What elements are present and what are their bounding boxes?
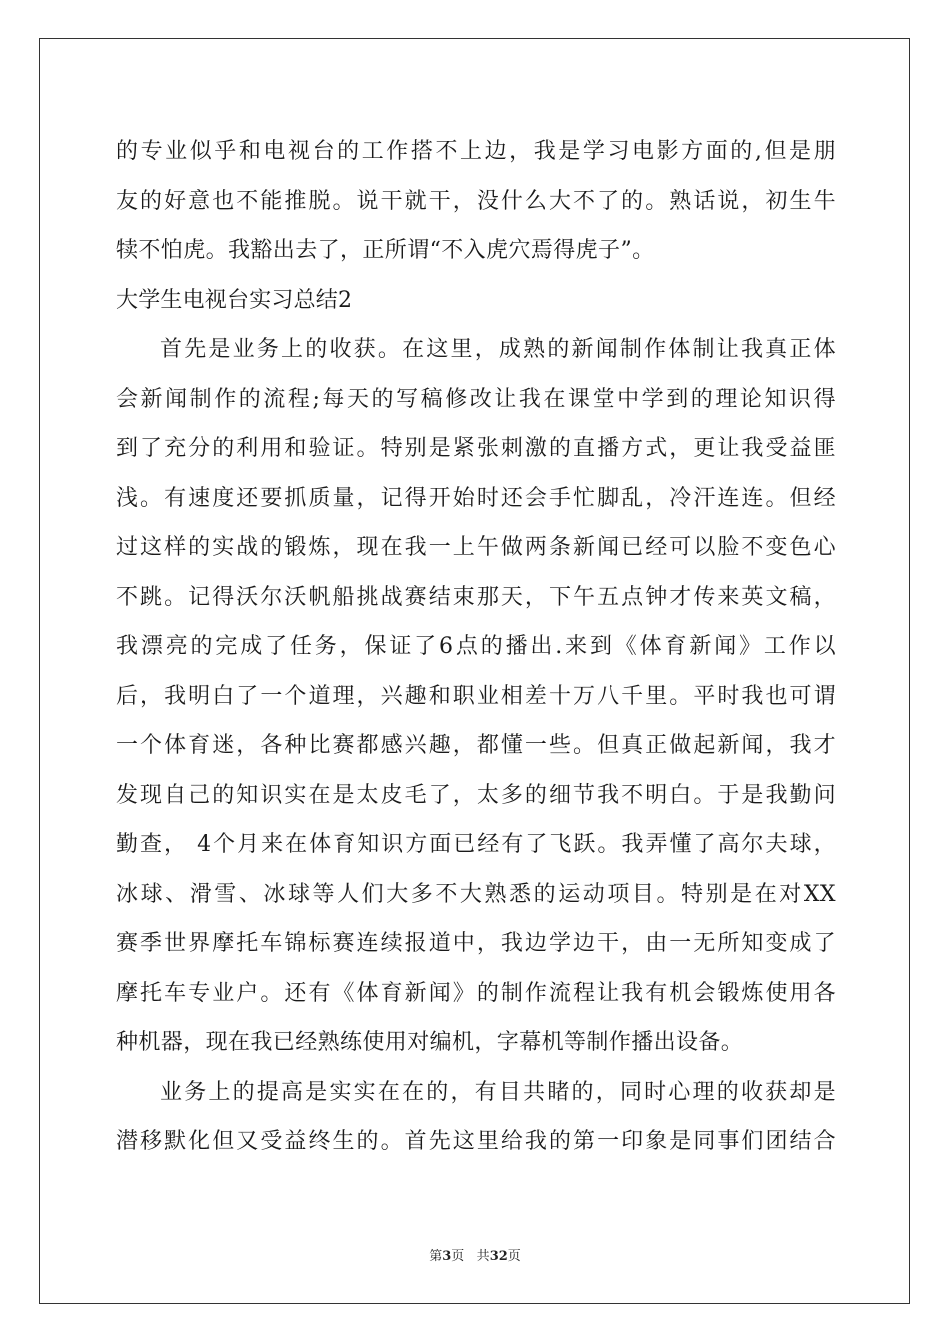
total-pages: 32: [489, 1249, 508, 1264]
text-line: 会新闻制作的流程;每天的写稿修改让我在课堂中学到的理论知识得: [116, 387, 836, 412]
text-line: 到了充分的利用和验证。特别是紧张刺激的直播方式，更让我受益匪: [116, 436, 836, 461]
page-number-prefix: 第: [429, 1249, 443, 1264]
section-heading: 大学生电视台实习总结2: [116, 288, 353, 313]
page-number-unit: 页: [451, 1249, 465, 1264]
text-line: 业务上的提高是实实在在的，有目共睹的，同时心理的收获却是: [160, 1080, 836, 1105]
total-pages-unit: 页: [507, 1249, 521, 1264]
text-line: 潜移默化但又受益终生的。首先这里给我的第一印象是同事们团结合: [116, 1129, 836, 1154]
page-border: [39, 38, 910, 1304]
text-line: 我漂亮的完成了任务，保证了6点的播出.来到《体育新闻》工作以: [116, 634, 836, 659]
text-line: 首先是业务上的收获。在这里，成熟的新闻制作体制让我真正体: [160, 337, 836, 362]
text-line: 后，我明白了一个道理，兴趣和职业相差十万八千里。平时我也可谓: [116, 684, 836, 709]
total-pages-prefix: 共: [476, 1249, 490, 1264]
text-line: 勤查， 4个月来在体育知识方面已经有了飞跃。我弄懂了高尔夫球，: [116, 832, 836, 857]
text-line: 犊不怕虎。我豁出去了，正所谓“不入虎穴焉得虎子”。: [116, 238, 655, 263]
text-line: 的专业似乎和电视台的工作搭不上边，我是学习电影方面的,但是朋: [116, 139, 836, 164]
text-line: 发现自己的知识实在是太皮毛了，太多的细节我不明白。于是我勤问: [116, 783, 836, 808]
page-number: 3: [442, 1249, 452, 1264]
text-line: 一个体育迷，各种比赛都感兴趣，都懂一些。但真正做起新闻，我才: [116, 733, 836, 758]
text-line: 冰球、滑雪、冰球等人们大多不大熟悉的运动项目。特别是在对XX: [116, 882, 836, 907]
text-line: 浅。有速度还要抓质量，记得开始时还会手忙脚乱，冷汗连连。但经: [116, 486, 836, 511]
page-footer: [0, 1248, 950, 1266]
text-line: 不跳。记得沃尔沃帆船挑战赛结束那天，下午五点钟才传来英文稿，: [116, 585, 836, 610]
text-line: 过这样的实战的锻炼，现在我一上午做两条新闻已经可以脸不变色心: [116, 535, 836, 560]
text-line: 赛季世界摩托车锦标赛连续报道中，我边学边干，由一无所知变成了: [116, 931, 836, 956]
text-line: 摩托车专业户。还有《体育新闻》的制作流程让我有机会锻炼使用各: [116, 981, 836, 1006]
text-line: 友的好意也不能推脱。说干就干，没什么大不了的。熟话说，初生牛: [116, 189, 836, 214]
text-line: 种机器，现在我已经熟练使用对编机，字幕机等制作播出设备。: [116, 1030, 744, 1055]
